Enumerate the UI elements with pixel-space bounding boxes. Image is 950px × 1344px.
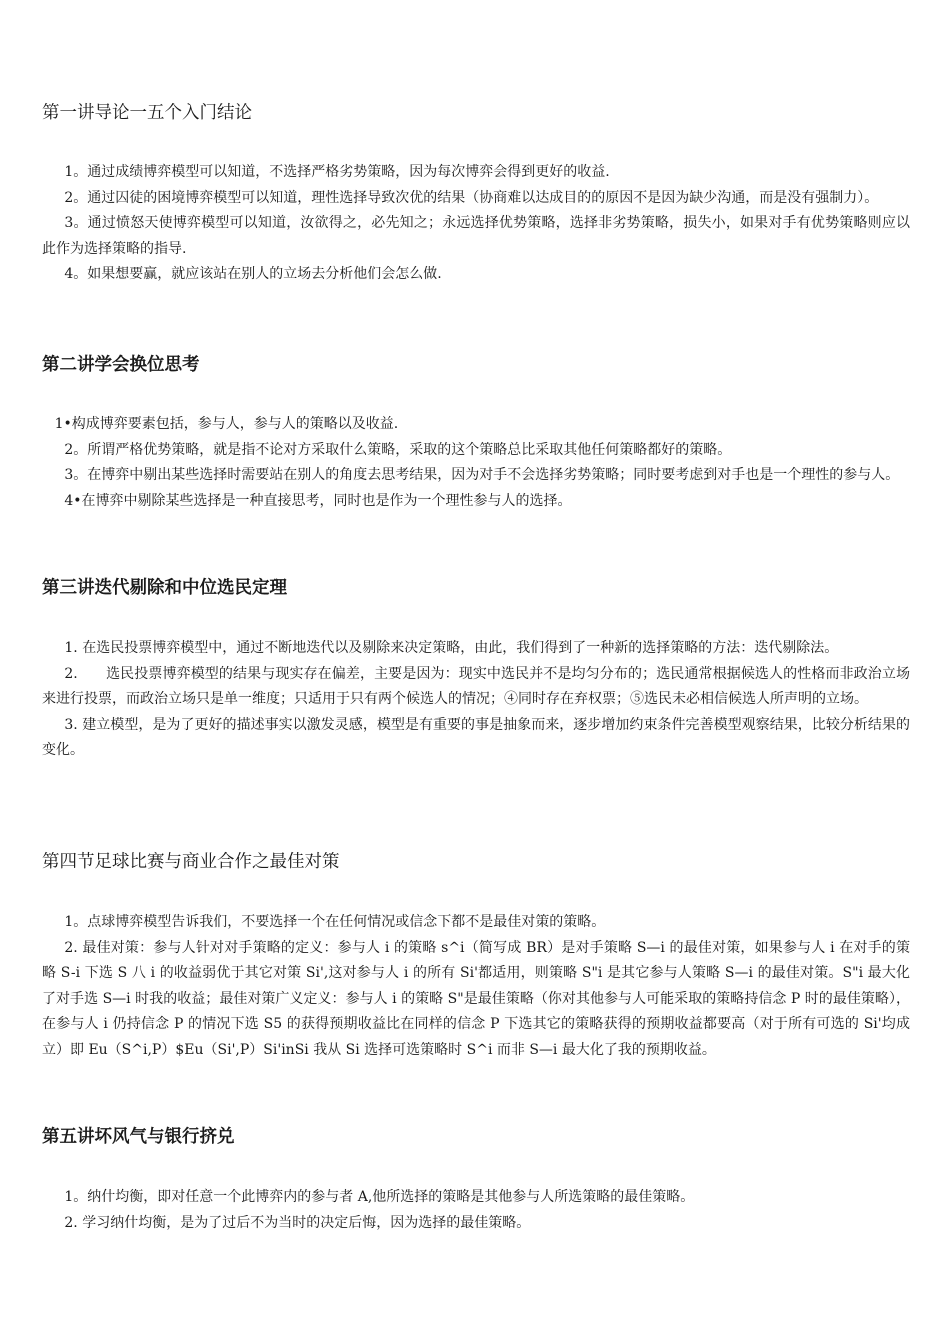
section-4-title: 第四节足球比赛与商业合作之最佳对策 [42, 852, 340, 872]
section-1-body [42, 160, 910, 288]
section-2-item-3: 3。在博弈中剔出某些选择时需要站在别人的角度去思考结果，因为对手不会选择劣势策略；同时要考虑到对手也是一个理性的参与人。 [64, 467, 900, 483]
section-3-item-3: 3. 建立模型，是为了更好的描述事实以激发灵感，模型是有重要的事是抽象而来，逐步增加约束条件完善模型观察结果，比较分析结果的变化。 [42, 716, 910, 758]
section-1-item-4: 4。如果想要赢，就应该站在别人的立场去分析他们会怎么做. [64, 266, 442, 282]
section-5-item-2: 2. 学习纳什均衡，是为了过后不为当时的决定后悔，因为选择的最佳策略。 [64, 1214, 531, 1231]
section-3-item-1: 1. 在选民投票博弈模型中，通过不断地迭代以及剔除来决定策略，由此，我们得到了一种新的选择策略的方法：迭代剔除法。 [64, 640, 839, 656]
section-1-item-3: 3。通过愤怒天使博弈模型可以知道，汝欲得之，必先知之；永远选择优势策略，选择非劣势策略，损失小，如果对手有优势策略则应以此作为选择策略的指导. [42, 215, 910, 257]
section-5-body [42, 1185, 910, 1236]
section-2-item-1: 1•构成博弈要素包括，参与人，参与人的策略以及收益. [54, 416, 399, 432]
section-3-title: 第三讲迭代剔除和中位选民定理 [42, 578, 287, 598]
section-2-title: 第二讲学会换位思考 [42, 355, 200, 375]
section-4-item-1: 1。点球博弈模型告诉我们，不要选择一个在任何情况或信念下都不是最佳对策的策略。 [64, 914, 606, 930]
section-5-title: 第五讲坏风气与银行挤兑 [42, 1127, 235, 1147]
section-2-body [42, 412, 910, 514]
section-1-title: 第一讲导论一五个入门结论 [42, 103, 252, 123]
section-3-body [42, 636, 910, 764]
section-2-item-4: 4•在博弈中剔除某些选择是一种直接思考，同时也是作为一个理性参与人的选择。 [64, 492, 572, 509]
section-1-item-2: 2。通过囚徒的困境博弈模型可以知道，理性选择导致次优的结果（协商难以达成目的的原因不是因为缺少沟通，而是没有强制力）。 [64, 189, 879, 206]
section-4-item-2: 2. 最佳对策：参与人针对对手策略的定义：参与人 i 的策略 s^i（简写成 BR）是对手策略 S—i 的最佳对策，如果参与人 i 在对手的策略 S-i 下选 S 八 i 的收益弱优于其它对策 Si',这对参与人 i 的所有 Si'都适用，则策略 S"i 是其它参与人策略 S—i 的最佳对策。S"i 最大化了对手选 S—i 时我的收益；最佳对策广义定义：参与人 i 的策略 S"是最佳策略（你对其他参与人可能采取的策略持信念 P 时的最佳策略），在参与人 i 仍持信念 P 的情况下选 S5 的获得预期收益比在同样的信念 P 下选其它的策略获得的预期收益都要高（对于所有可选的 Si'均成立）即 Eu（S^i,P）$Eu（Si',P）Si'inSi 我从 Si 选择可选策略时 S^i 而非 S—i 最大化了我的预期收益。 [42, 939, 910, 1058]
section-5-item-1: 1。纳什均衡，即对任意一个此博弈内的参与者 A,他所选择的策略是其他参与人所选策略的最佳策略。 [64, 1189, 695, 1205]
section-4-body [42, 910, 910, 1063]
section-2-item-2: 2。所谓严格优势策略，就是指不论对方采取什么策略，采取的这个策略总比采取其他任何策略都好的策略。 [64, 441, 732, 458]
section-3-item-2: 2. 选民投票博弈模型的结果与现实存在偏差，主要是因为：现实中选民并不是均匀分布的；选民通常根据候选人的性格而非政治立场来进行投票，而政治立场只是单一维度；只适用于只有两个候选人的情况；④同时存在弃权票；⑤选民未必相信候选人所声明的立场。 [42, 665, 910, 707]
section-1-item-1: 1。通过成绩博弈模型可以知道，不选择严格劣势策略，因为每次博弈会得到更好的收益. [64, 164, 610, 180]
